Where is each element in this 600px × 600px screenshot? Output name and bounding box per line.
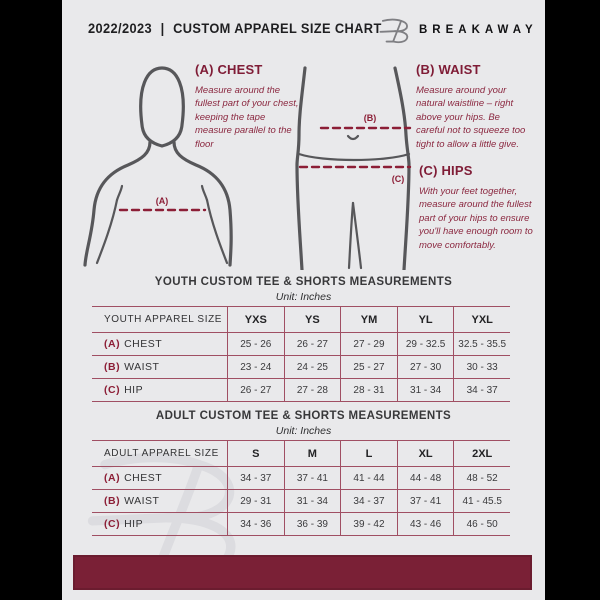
column-header: YOUTH APPAREL SIZE <box>104 314 223 325</box>
chest-guide <box>195 62 301 151</box>
breakaway-logo-icon <box>378 13 412 47</box>
waist-guide-description: Measure around your natural waistline – right above your hips. Be careful not to squeeze too tight to allow a little give. <box>416 85 526 150</box>
size-cell: 34 - 36 <box>227 513 284 535</box>
chart-title: CUSTOM APPAREL SIZE CHART <box>173 21 382 36</box>
hips-line-label: (C) <box>391 174 405 184</box>
navel-mark <box>348 136 358 139</box>
size-cell: 46 - 50 <box>453 513 510 535</box>
size-cell: 34 - 37 <box>453 379 510 401</box>
column-header: YXL <box>453 307 510 332</box>
waist-guide <box>416 62 531 151</box>
size-chart-flyer <box>62 0 545 600</box>
chest-guide-heading: (A) CHEST <box>195 62 263 77</box>
table-header-row <box>92 440 510 466</box>
column-header: YM <box>340 307 397 332</box>
size-cell: 44 - 48 <box>397 467 454 489</box>
size-cell: 34 - 37 <box>227 467 284 489</box>
adult-table-title: ADULT CUSTOM TEE & SHORTS MEASUREMENTS <box>155 410 452 422</box>
chest-guide-description: Measure around the fullest part of your chest, keeping the tape measure parallel to the floor <box>195 85 299 150</box>
table-row <box>92 332 510 355</box>
size-cell: 26 - 27 <box>284 333 341 355</box>
size-cell: 48 - 52 <box>453 467 510 489</box>
column-header: L <box>340 441 397 466</box>
hips-guide-description: With your feet together, measure around the fullest part of your hips to ensure you'll have enough room to move comfortably. <box>419 186 533 251</box>
column-header: 2XL <box>453 441 510 466</box>
row-label: (A) CHEST <box>104 472 163 484</box>
size-cell: 25 - 27 <box>340 356 397 378</box>
column-header: ADULT APPAREL SIZE <box>104 448 219 459</box>
row-label: (B) WAIST <box>104 361 160 373</box>
brand-name: BREAKAWAY <box>419 24 538 36</box>
size-cell: 24 - 25 <box>284 356 341 378</box>
table-header-row <box>92 306 510 332</box>
title-separator: | <box>160 21 165 36</box>
chest-line-label: (A) <box>155 196 169 206</box>
size-cell: 41 - 44 <box>340 467 397 489</box>
column-header: M <box>284 441 341 466</box>
waist-line-label: (B) <box>363 113 377 123</box>
column-header: YL <box>397 307 454 332</box>
table-row <box>92 466 510 489</box>
size-cell: 37 - 41 <box>284 467 341 489</box>
size-cell: 30 - 33 <box>453 356 510 378</box>
footer-bar <box>73 555 532 590</box>
size-cell: 25 - 26 <box>227 333 284 355</box>
size-cell: 23 - 24 <box>227 356 284 378</box>
brand-block <box>378 13 538 47</box>
youth-table-title: YOUTH CUSTOM TEE & SHORTS MEASUREMENTS <box>154 276 453 288</box>
size-cell: 34 - 37 <box>340 490 397 512</box>
row-label: (B) WAIST <box>104 495 160 507</box>
size-cell: 27 - 30 <box>397 356 454 378</box>
size-cell: 27 - 29 <box>340 333 397 355</box>
size-cell: 26 - 27 <box>227 379 284 401</box>
table-row <box>92 512 510 536</box>
row-label: (C) HIP <box>104 384 144 396</box>
hips-guide-heading: (C) HIPS <box>419 163 473 178</box>
column-header: YXS <box>227 307 284 332</box>
column-header: S <box>227 441 284 466</box>
table-row <box>92 355 510 378</box>
row-label: (C) HIP <box>104 518 144 530</box>
size-cell: 43 - 46 <box>397 513 454 535</box>
table-row <box>92 489 510 512</box>
hips-guide <box>419 163 534 252</box>
size-cell: 39 - 42 <box>340 513 397 535</box>
season-label: 2022/2023 <box>88 21 153 36</box>
column-header: XL <box>397 441 454 466</box>
lower-body-figure <box>293 60 418 270</box>
size-cell: 37 - 41 <box>397 490 454 512</box>
size-cell: 31 - 34 <box>284 490 341 512</box>
size-cell: 31 - 34 <box>397 379 454 401</box>
youth-size-table <box>92 306 510 402</box>
size-cell: 36 - 39 <box>284 513 341 535</box>
size-cell: 41 - 45.5 <box>453 490 510 512</box>
size-cell: 27 - 28 <box>284 379 341 401</box>
table-row <box>92 378 510 402</box>
column-header: YS <box>284 307 341 332</box>
row-label: (A) CHEST <box>104 338 163 350</box>
size-cell: 32.5 - 35.5 <box>453 333 510 355</box>
page-title <box>88 21 382 36</box>
youth-table-unit: Unit: Inches <box>275 291 332 303</box>
size-cell: 29 - 31 <box>227 490 284 512</box>
adult-table-unit: Unit: Inches <box>275 425 332 437</box>
size-cell: 29 - 32.5 <box>397 333 454 355</box>
size-cell: 28 - 31 <box>340 379 397 401</box>
adult-size-table <box>92 440 510 536</box>
waist-guide-heading: (B) WAIST <box>416 62 481 77</box>
